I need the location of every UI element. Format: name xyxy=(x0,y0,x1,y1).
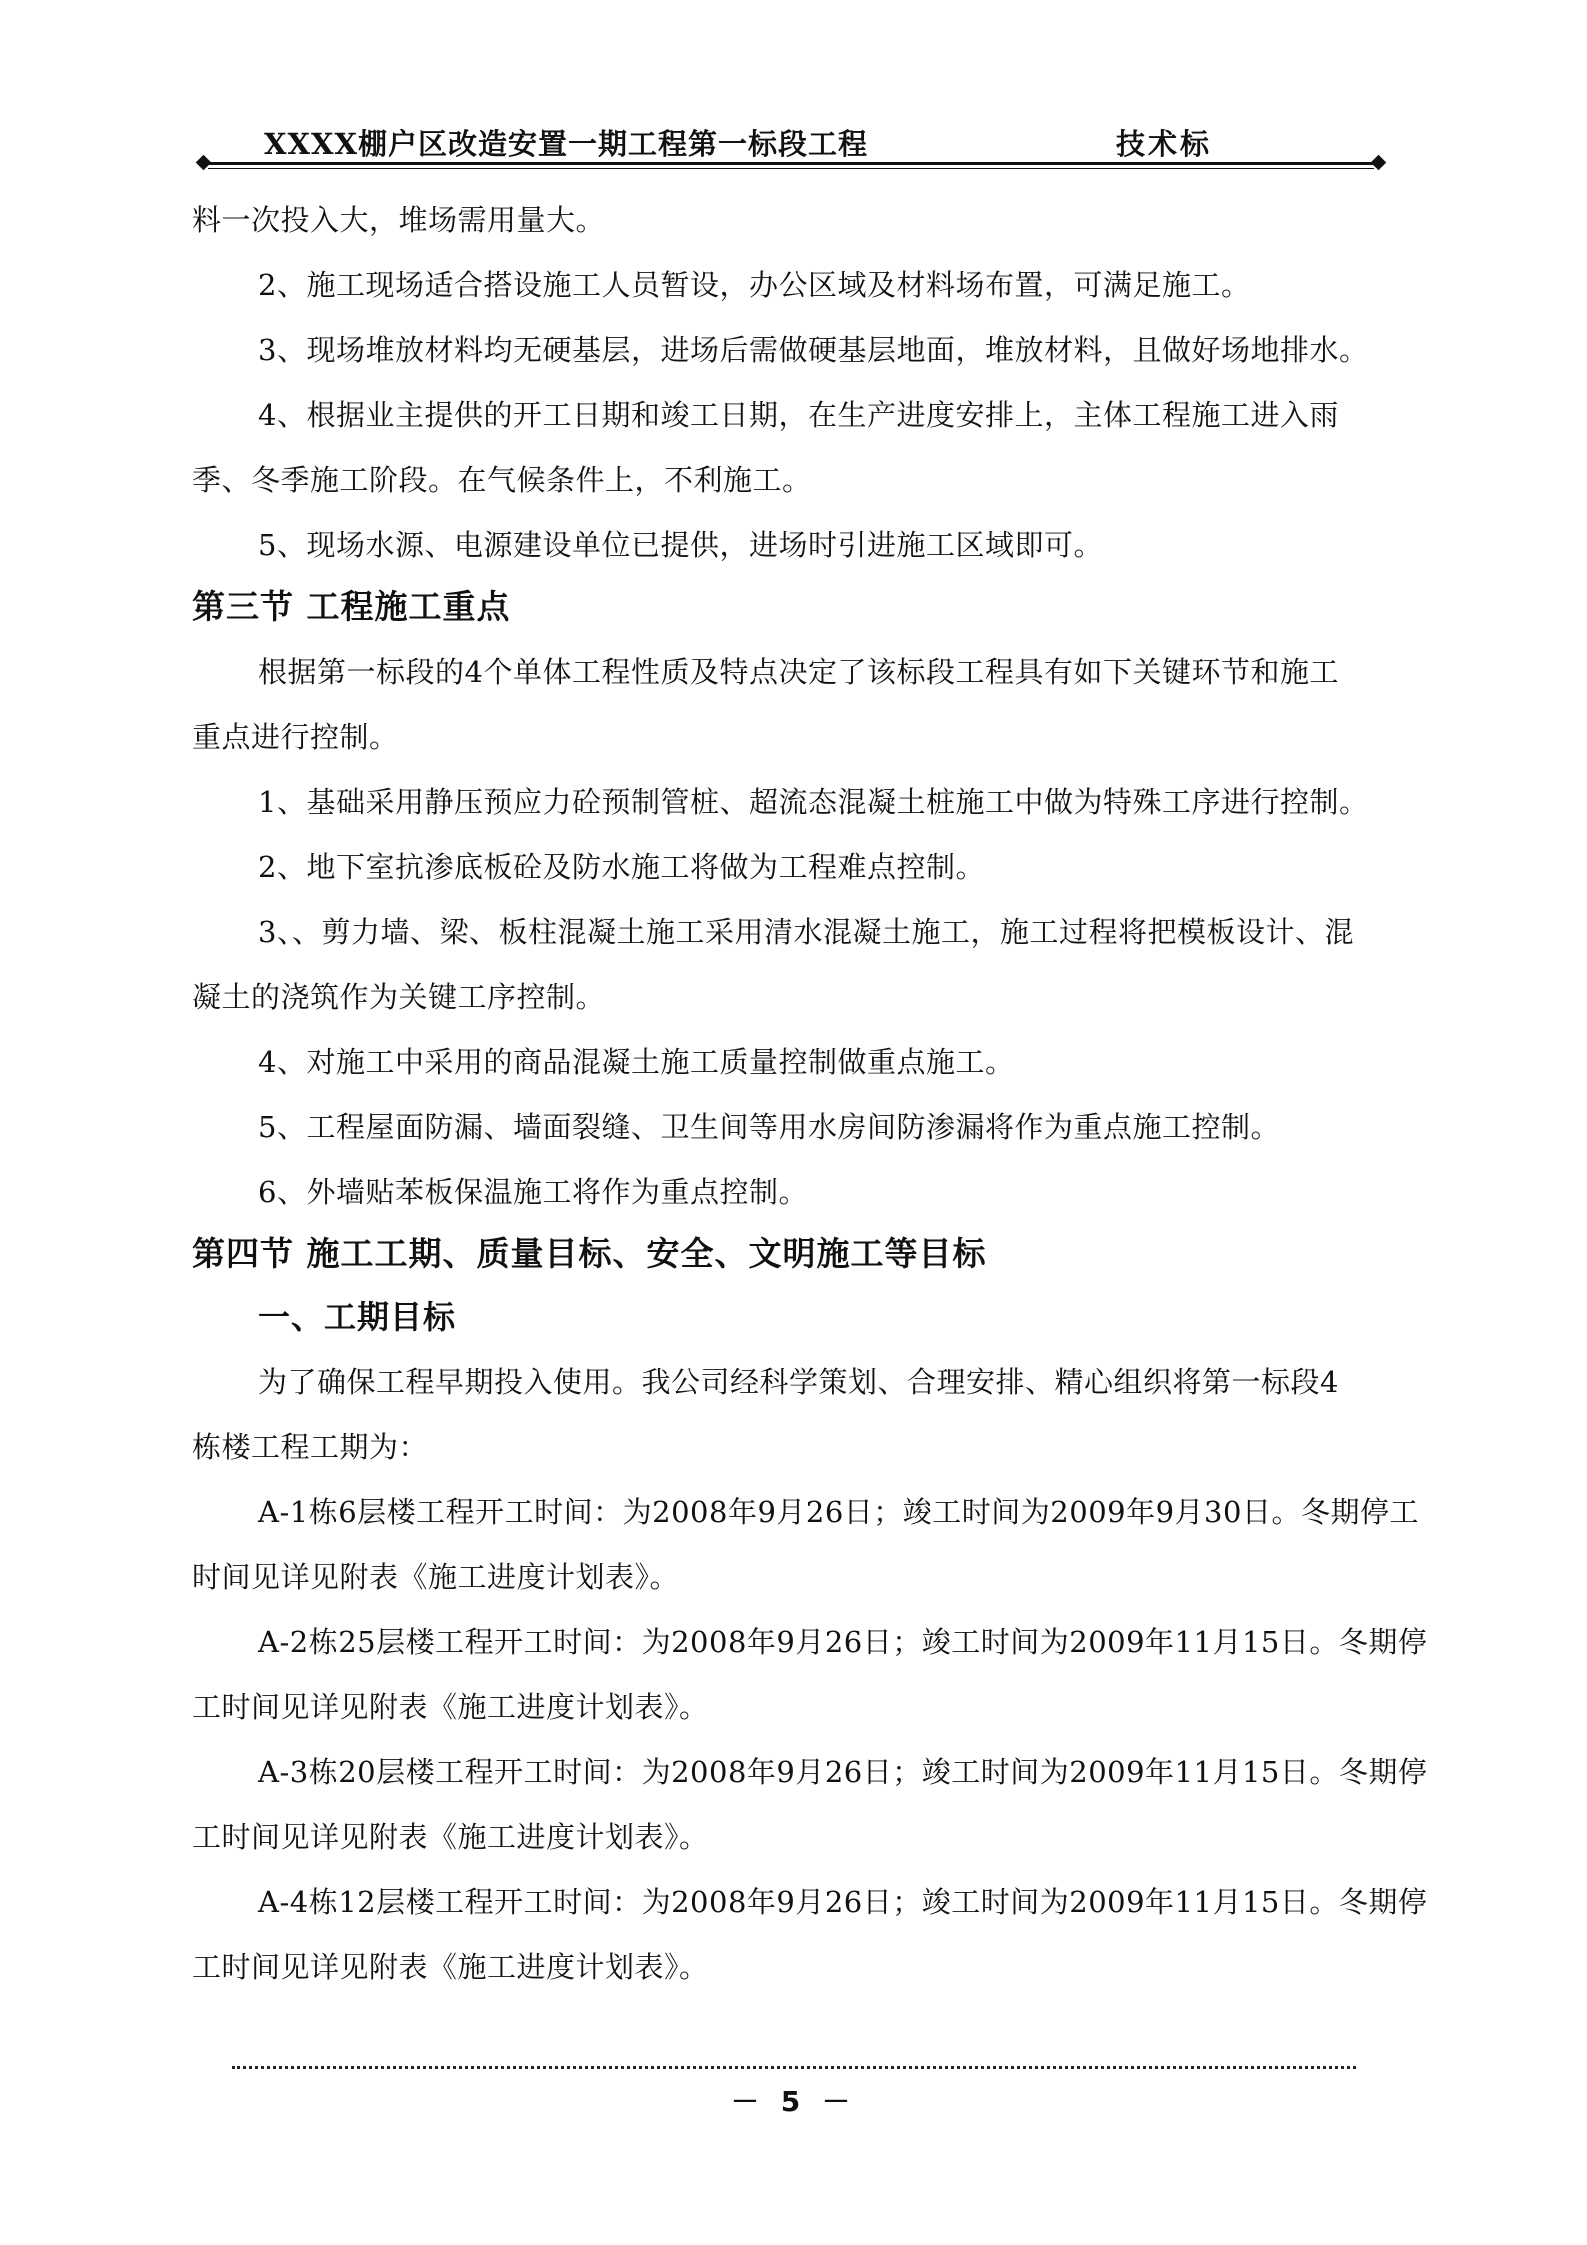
paragraph-line: 5、工程屋面防漏、墙面裂缝、卫生间等用水房间防渗漏将作为重点施工控制。 xyxy=(258,1110,1280,1144)
paragraph-line: 为了确保工程早期投入使用。我公司经科学策划、合理安排、精心组织将第一标段4 xyxy=(258,1365,1339,1399)
paragraph-line: A-1栋6层楼工程开工时间：为2008年9月26日；竣工时间为2009年9月30日。冬期停工 xyxy=(258,1495,1419,1529)
paragraph-line: 根据第一标段的4个单体工程性质及特点决定了该标段工程具有如下关键环节和施工 xyxy=(258,655,1339,689)
paragraph-line: A-2栋25层楼工程开工时间：为2008年9月26日；竣工时间为2009年11月15日。冬期停 xyxy=(258,1625,1428,1659)
paragraph-line: A-3栋20层楼工程开工时间：为2008年9月26日；竣工时间为2009年11月15日。冬期停 xyxy=(258,1755,1428,1789)
paragraph-line: 1、基础采用静压预应力砼预制管桩、超流态混凝土桩施工中做为特殊工序进行控制。 xyxy=(258,785,1369,819)
header-rule xyxy=(208,162,1374,165)
paragraph-line: 凝土的浇筑作为关键工序控制。 xyxy=(192,980,606,1014)
paragraph-line: 重点进行控制。 xyxy=(192,720,399,754)
header-title: XXXX棚户区改造安置一期工程第一标段工程 xyxy=(264,127,869,161)
footer-rule xyxy=(232,2066,1356,2069)
paragraph-line: 4、根据业主提供的开工日期和竣工日期，在生产进度安排上，主体工程施工进入雨 xyxy=(258,398,1339,432)
paragraph-line: 工时间见详见附表《施工进度计划表》。 xyxy=(192,1950,709,1984)
paragraph-line: 3、现场堆放材料均无硬基层，进场后需做硬基层地面，堆放材料，且做好场地排水。 xyxy=(258,333,1369,367)
paragraph-line: A-4栋12层楼工程开工时间：为2008年9月26日；竣工时间为2009年11月15日。冬期停 xyxy=(258,1885,1428,1919)
paragraph-line: 4、对施工中采用的商品混凝土施工质量控制做重点施工。 xyxy=(258,1045,1015,1079)
section-heading: 第三节 工程施工重点 xyxy=(192,587,511,626)
paragraph-line: 栋楼工程工期为： xyxy=(192,1430,429,1464)
paragraph-line: 3、、剪力墙、梁、板柱混凝土施工采用清水混凝土施工，施工过程将把模板设计、混 xyxy=(258,915,1354,949)
paragraph-line: 季、冬季施工阶段。在气候条件上，不利施工。 xyxy=(192,463,812,497)
paragraph-line: 2、地下室抗渗底板砼及防水施工将做为工程难点控制。 xyxy=(258,850,985,884)
subsection-heading: 一、工期目标 xyxy=(258,1298,457,1336)
paragraph-line: 2、施工现场适合搭设施工人员暂设，办公区域及材料场布置，可满足施工。 xyxy=(258,268,1251,302)
paragraph-line: 6、外墙贴苯板保温施工将作为重点控制。 xyxy=(258,1175,808,1209)
paragraph-line: 料一次投入大，堆场需用量大。 xyxy=(192,203,606,237)
paragraph-line: 工时间见详见附表《施工进度计划表》。 xyxy=(192,1820,709,1854)
header-tag: 技术标 xyxy=(1116,127,1213,161)
page-header xyxy=(196,112,1386,172)
paragraph-line: 5、现场水源、电源建设单位已提供，进场时引进施工区域即可。 xyxy=(258,528,1103,562)
section-heading: 第四节 施工工期、质量目标、安全、文明施工等目标 xyxy=(192,1234,987,1273)
page-number: － 5 － xyxy=(731,2085,856,2118)
paragraph-line: 时间见详见附表《施工进度计划表》。 xyxy=(192,1560,680,1594)
paragraph-line: 工时间见详见附表《施工进度计划表》。 xyxy=(192,1690,709,1724)
